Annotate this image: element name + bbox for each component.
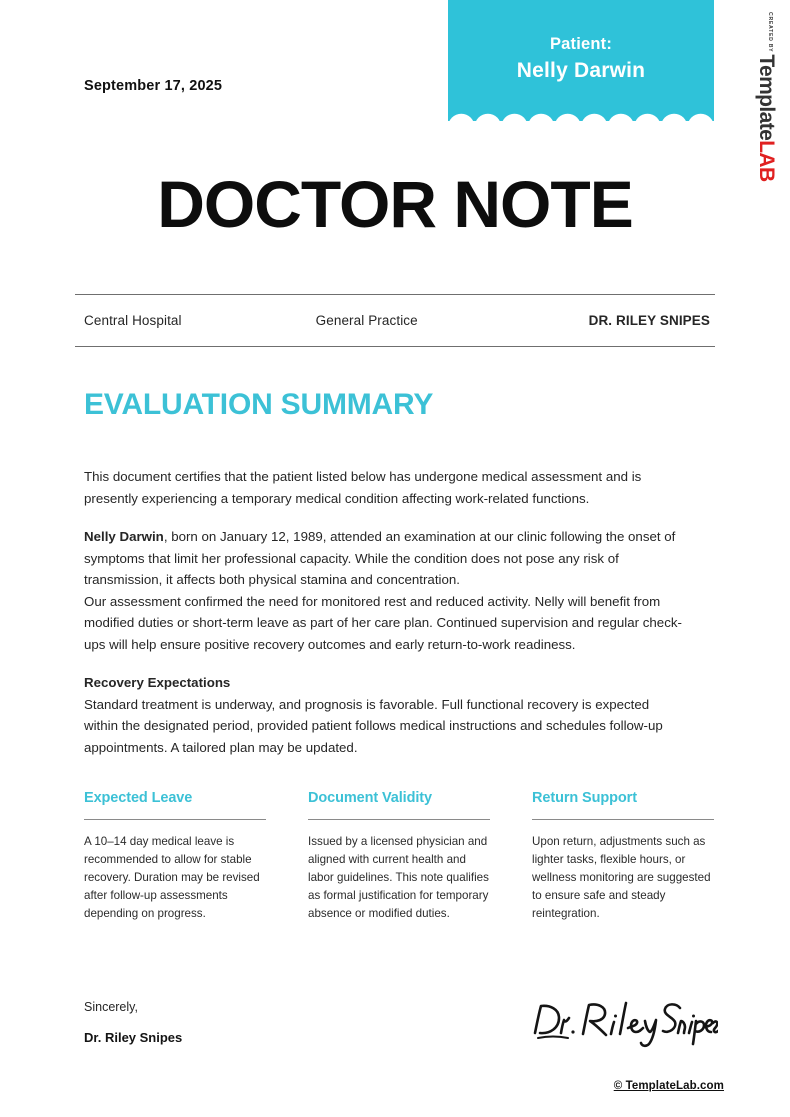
- card-document-validity: [308, 790, 490, 923]
- card-body: A 10–14 day medical leave is recommended to allow for stable recovery. Duration may be revised after follow-up assessments depending on progress.: [84, 835, 260, 920]
- document-date: September 17, 2025: [84, 78, 223, 94]
- card-divider: [308, 819, 490, 820]
- info-cards-section: [84, 790, 714, 923]
- info-doctor: DR. RILEY SNIPES: [588, 313, 710, 328]
- signature-block: [84, 1000, 182, 1045]
- logo-template-text: Template: [755, 54, 778, 141]
- info-row-bottom-rule: [75, 346, 715, 347]
- footer-copyright: © TemplateLab.com: [613, 1080, 724, 1092]
- card-title: Document Validity: [308, 790, 432, 806]
- page-title: DOCTOR NOTE: [157, 167, 633, 241]
- recovery-expectations-subheading: Recovery Expectations: [84, 675, 231, 691]
- patient-header-band: [448, 0, 714, 103]
- logo-created-by-text: CREATED BY: [767, 12, 773, 53]
- patient-details-rest: , born on January 12, 1989, attended an examination at our clinic following the onset of symptoms that limit her professional capacity. While the condition does not pose any risk of transmission, it affects both physical stamina and concentration.: [84, 529, 676, 588]
- templatelab-logo: [738, 8, 782, 182]
- info-practice: General Practice: [315, 313, 418, 328]
- signature-salutation: Sincerely,: [84, 1000, 138, 1014]
- card-body: Issued by a licensed physician and aligned with current health and labor guidelines. This note qualifies as formal justification for temporary absence or modified duties.: [308, 835, 489, 920]
- card-divider: [84, 819, 266, 820]
- card-divider: [532, 819, 714, 820]
- evaluation-summary-heading: EVALUATION SUMMARY: [84, 388, 434, 421]
- signature-printed-name: Dr. Riley Snipes: [84, 1030, 183, 1045]
- card-body: Upon return, adjustments such as lighter tasks, flexible hours, or wellness monitoring are suggested to ensure safe and steady reintegration.: [532, 835, 711, 920]
- paragraph-certification: This document certifies that the patient listed below has undergone medical assessment and is presently experiencing a temporary medical condition affecting work-related functions.: [84, 469, 642, 506]
- info-hospital: Central Hospital: [84, 313, 182, 328]
- card-expected-leave: [84, 790, 266, 923]
- paragraph-assessment: Our assessment confirmed the need for monitored rest and reduced activity. Nelly will benefit from modified duties or short-term leave as part of her care plan. Continued supervision and regular check-ups will help ensure positive recovery outcomes and early return-to-work readiness.: [84, 593, 682, 652]
- handwritten-signature: [528, 996, 718, 1050]
- card-title: Expected Leave: [84, 790, 193, 806]
- clinic-info-row: [75, 294, 715, 347]
- patient-name: Nelly Darwin: [516, 58, 646, 82]
- patient-name-inline: Nelly Darwin: [84, 529, 164, 545]
- card-title: Return Support: [532, 790, 637, 806]
- scalloped-edge-decoration: [448, 103, 714, 127]
- patient-label: Patient:: [549, 34, 613, 53]
- logo-lab-text: LAB: [755, 140, 778, 182]
- card-return-support: [532, 790, 714, 923]
- evaluation-summary-body: [84, 466, 684, 775]
- paragraph-recovery: Standard treatment is underway, and prognosis is favorable. Full functional recovery is expected within the designated period, provided patient follows medical instructions and schedules follow-up appointments. A tailored plan may be updated.: [84, 696, 663, 755]
- paragraph-patient-details: [84, 526, 684, 591]
